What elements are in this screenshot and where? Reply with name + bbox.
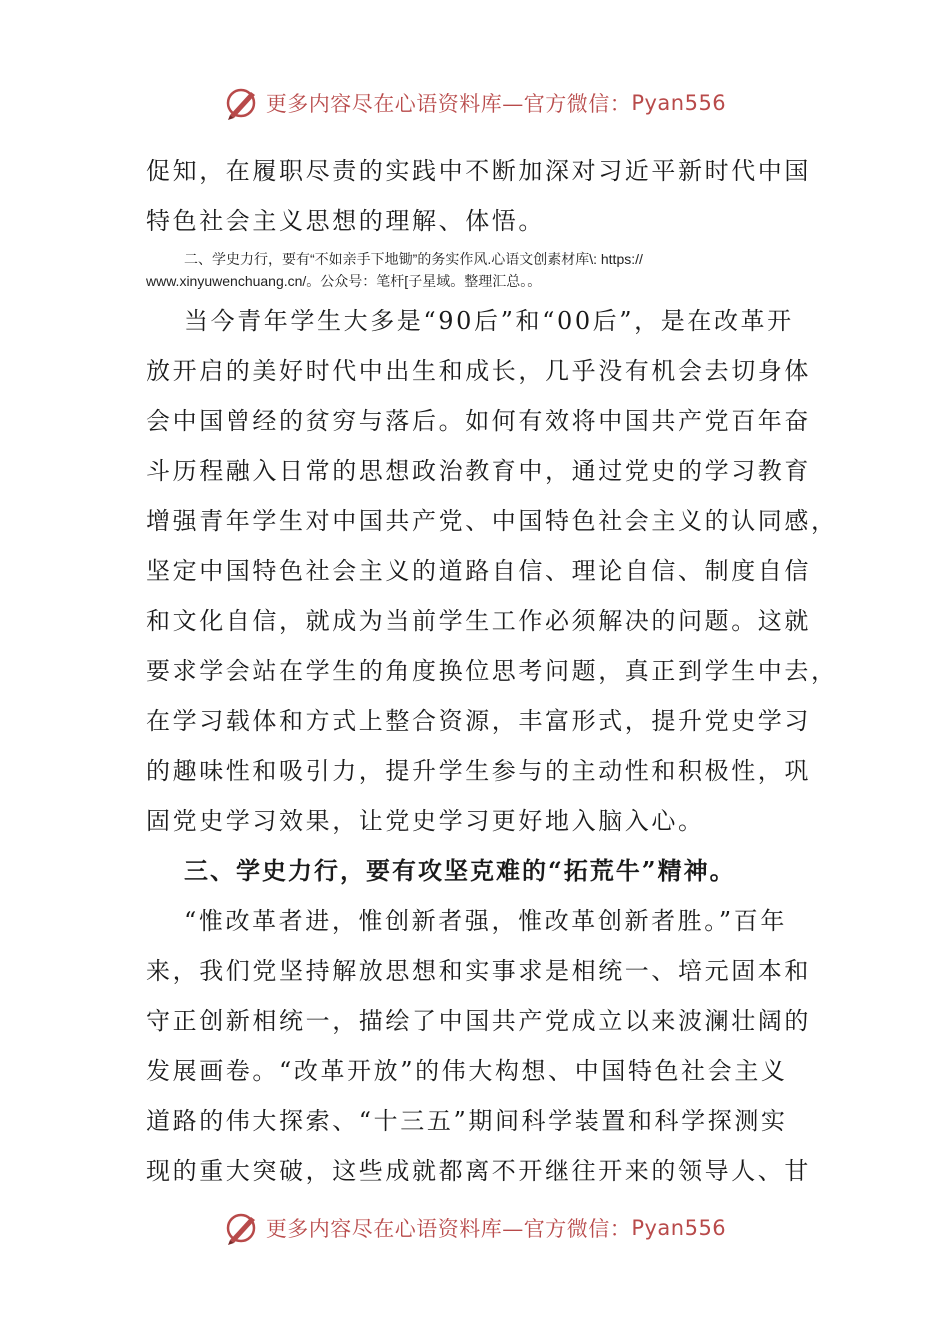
section-heading: 三、学史力行，要有攻坚克难的“拓荒牛”精神。: [184, 856, 736, 885]
pen-logo-icon: [224, 1210, 260, 1246]
paragraph-line: 增强青年学生对中国共产党、中国特色社会主义的认同感，: [146, 507, 838, 535]
banner-text: 更多内容尽在心语资料库—官方微信：: [265, 92, 632, 116]
paragraph-line: 固党史学习效果，让党史学习更好地入脑入心。: [146, 807, 705, 835]
paragraph-line: “惟改革者进，惟创新者强，惟改革创新者胜。”百年: [184, 907, 787, 935]
source-note-line: www.xinyuwenchuang.cn/。公众号：笔杆[子星域。整理汇总。。: [146, 273, 542, 289]
paragraph-line: 放开启的美好时代中出生和成长，几乎没有机会去切身体: [146, 357, 811, 385]
paragraph-line: 现的重大突破，这些成就都离不开继往开来的领导人、甘: [146, 1157, 811, 1185]
paragraph-line: 在学习载体和方式上整合资源，丰富形式，提升党史学习: [146, 707, 811, 735]
paragraph-line: 守正创新相统一，描绘了中国共产党成立以来波澜壮阔的: [146, 1007, 811, 1035]
paragraph-line: 要求学会站在学生的角度换位思考问题，真正到学生中去，: [146, 657, 838, 685]
paragraph-line: 和文化自信，就成为当前学生工作必须解决的问题。这就: [146, 607, 811, 635]
banner-wechat-id: Pyan556: [631, 91, 727, 115]
footer-banner: [0, 1205, 950, 1251]
paragraph-line: 来，我们党坚持解放思想和实事求是相统一、培元固本和: [146, 957, 811, 985]
paragraph-line: 特色社会主义思想的理解、体悟。: [146, 207, 545, 235]
document-body: [146, 146, 838, 1196]
source-note-line: 二、学史力行，要有“不如亲手下地锄”的务实作风.心语文创素材库\: https://: [184, 251, 643, 267]
paragraph-line: 道路的伟大探索、“十三五”期间科学装置和科学探测实: [146, 1107, 788, 1135]
paragraph-line: 坚定中国特色社会主义的道路自信、理论自信、制度自信: [146, 557, 811, 585]
paragraph-line: 发展画卷。“改革开放”的伟大构想、中国特色社会主义: [146, 1057, 788, 1085]
paragraph-line: 斗历程融入日常的思想政治教育中，通过党史的学习教育: [146, 457, 811, 485]
paragraph-line: 促知，在履职尽责的实践中不断加深对习近平新时代中国: [146, 157, 811, 185]
paragraph-line: 当今青年学生大多是“90后”和“00后”，是在改革开: [184, 307, 794, 335]
banner-text: 更多内容尽在心语资料库—官方微信：: [265, 1217, 632, 1241]
paragraph-line: 会中国曾经的贫穷与落后。如何有效将中国共产党百年奋: [146, 407, 811, 435]
header-banner: [0, 80, 950, 126]
pen-logo-icon: [224, 85, 260, 121]
banner-wechat-id: Pyan556: [631, 1216, 727, 1240]
paragraph-line: 的趣味性和吸引力，提升学生参与的主动性和积极性，巩: [146, 757, 811, 785]
